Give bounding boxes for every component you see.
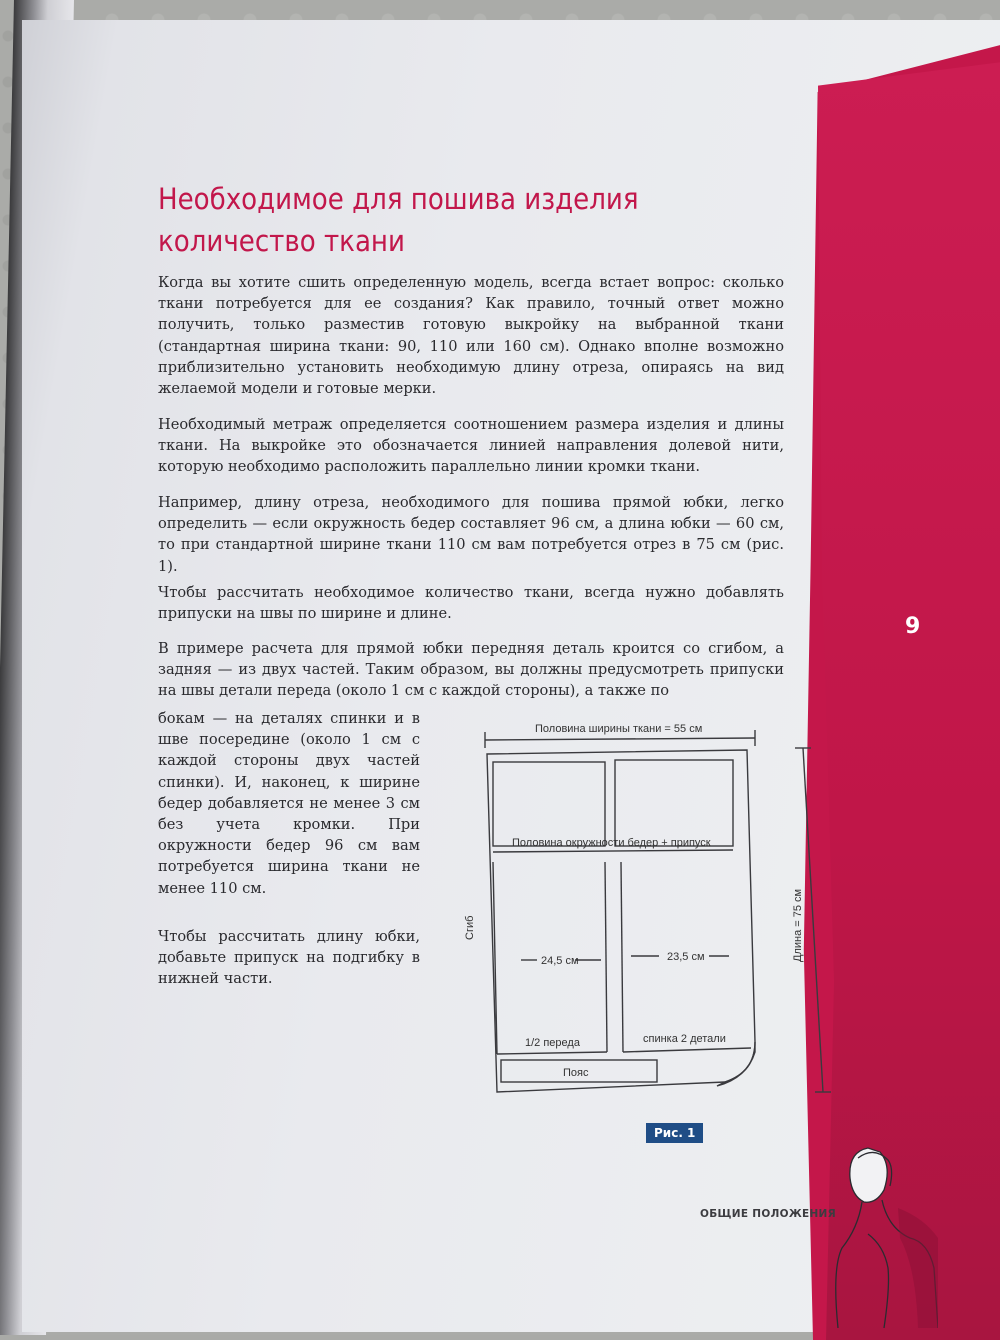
section-footer: ОБЩИЕ ПОЛОЖЕНИЯ (700, 1208, 837, 1220)
center-seam-left (605, 862, 607, 1052)
label-half-hips: Половина окружности бедер + припуск (512, 837, 711, 849)
label-waistband: Пояс (563, 1067, 589, 1079)
piece-top-right (615, 760, 733, 846)
label-half-width: Половина ширины ткани = 55 см (535, 723, 703, 735)
paragraph-3: Например, длину отреза, необходимого для пошива прямой юбки, легко определить — если окружность бедер составляет 96 см, а длина юбки — 60 см, то при стандартной ширине ткани 110 см вам потребуется отрез в 75 см (рис. 1). (158, 494, 784, 575)
label-length: Длина = 75 см (792, 888, 804, 962)
page-title-line-2: количество ткани (158, 224, 405, 258)
paragraph-2: Необходимый метраж определяется соотношением размера изделия и длины ткани. На выкройке это обозначается линией направления долевой нити, которую необходимо расположить параллельно линии кромки ткани. (158, 416, 784, 476)
center-seam-right (621, 862, 623, 1052)
column-paragraph-1: бокам — на деталях спинки и в шве посередине (около 1 см с каждой стороны двух частей спинки). И, наконец, к ширине бедер добавляется не менее 3 см без учета кромки. При окружности бедер 96 см вам потребуется ширина ткани не менее 110 см. (158, 710, 420, 897)
label-left-width: 24,5 см (541, 955, 579, 967)
page-number: 9 (905, 614, 921, 639)
page-title (158, 178, 639, 262)
piece-top-left (493, 762, 605, 846)
fashion-sketch-illustration (828, 1138, 938, 1328)
label-fold: Сгиб (464, 915, 476, 940)
figure-caption: Рис. 1 (646, 1123, 703, 1143)
page-title-line-1: Необходимое для пошива изделия (158, 182, 639, 216)
skirt-layout-diagram (455, 712, 835, 1112)
paragraph-1: Когда вы хотите сшить определенную модель, всегда встает вопрос: сколько ткани потребуется для ее создания? Как правило, точный ответ можно получить, только разместив готовую выкройку на выбранной ткани (стандартная ширина ткани: 90, 110 или 160 см). Однако вполне возможно приблизительно установить необходимую длину отреза, опираясь на вид желаемой модели и готовые мерки. (158, 274, 784, 398)
diagram-svg (455, 712, 835, 1112)
label-right-width: 23,5 см (667, 951, 705, 963)
length-dimension-line (803, 748, 823, 1092)
paragraph-5: В примере расчета для прямой юбки передняя деталь кроится со сгибом, а задняя — из двух частей. Таким образом, вы должны предусмотреть припуски на швы детали переда (около 1 см с каждой стороны), а также по (158, 640, 784, 700)
half-width-dimension-line (485, 738, 755, 740)
column-paragraph-2: Чтобы рассчитать длину юбки, добавьте припуск на подгибку в нижней части. (158, 928, 420, 988)
label-front: 1/2 переда (525, 1037, 580, 1049)
label-back: спинка 2 детали (643, 1033, 726, 1045)
paragraph-4: Чтобы рассчитать необходимое количество ткани, всегда нужно добавлять припуски на швы по ширине и длине. (158, 584, 784, 623)
